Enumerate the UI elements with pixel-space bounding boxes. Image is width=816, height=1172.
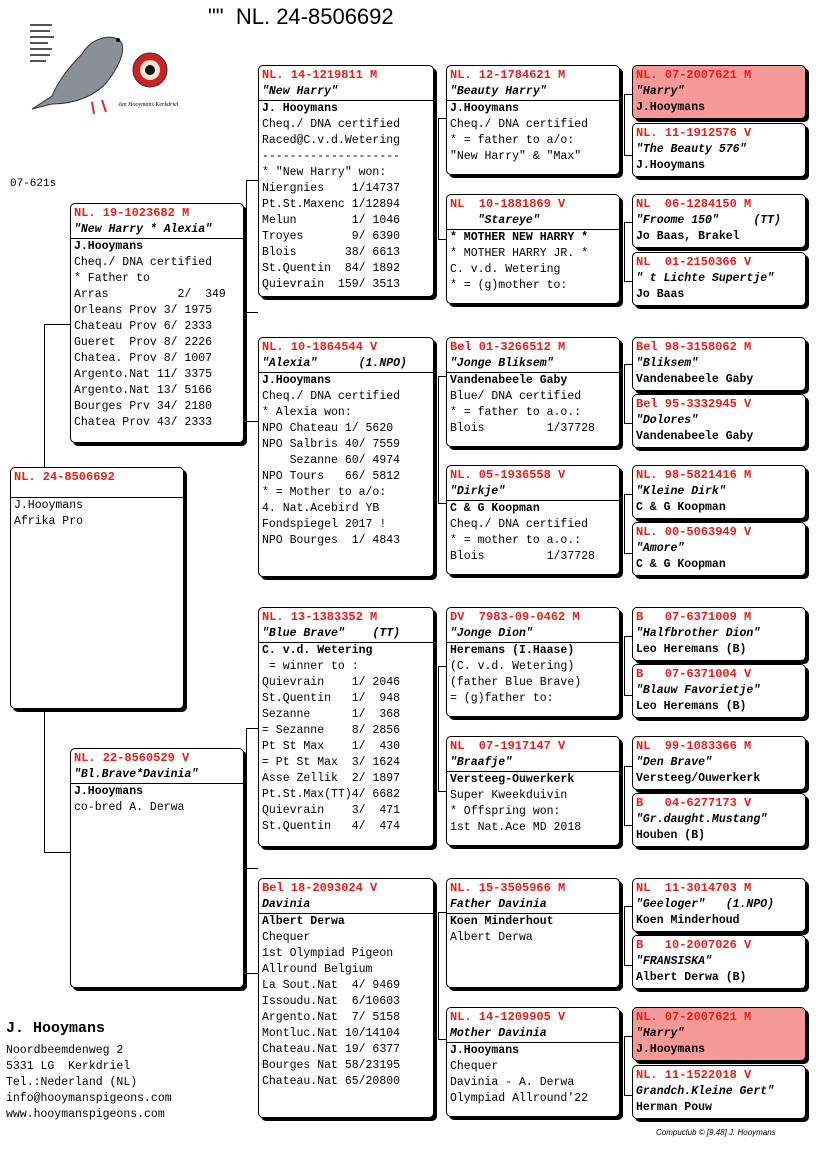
great-grandparent-card[interactable]: Bel 01-3266512 M "Jonge Bliksem" Vandenabeele Gaby Blue/ DNA certified * = father to a.o.: Blois 1/37728 — [446, 337, 620, 447]
breeder-phone: Tel.:Nederland (NL) — [6, 1076, 138, 1089]
pigeon-logo — [22, 14, 179, 126]
great-grandparent-card[interactable]: NL 10-1881869 V "Stareye" * MOTHER NEW HARRY * * MOTHER HARRY JR. * C. v.d. Wetering * = (g)mother to: — [446, 194, 620, 304]
gggp-card[interactable]: NL. 98-5821416 M "Kleine Dirk" C & G Koopman — [632, 465, 806, 519]
gggp-card[interactable]: NL. 11-1522018 V Grandch.Kleine Gert" Herman Pouw — [632, 1065, 806, 1119]
dam-ring: NL. 22-8560529 V — [74, 751, 190, 765]
footer-credit: Compuclub © [9.48] J. Hooymans — [656, 1128, 776, 1137]
pigeon-icon — [32, 37, 123, 109]
grandparent-card[interactable]: NL. 13-1383352 M "Blue Brave" (TT) C. v.d. Wetering = winner to : Quievrain 1/ 2046 St.Quentin 1/ 948 Sezanne 1/ 368 = Sezanne 8/ 2856 Pt St Max 1/ 430 = Pt St Max 3/ 1624 Asse Zellik 2/ 1897 Pt.St.Max(TT)4/ 6682 Quievrain 3/ 471 St.Quentin 4/ 474 — [258, 607, 434, 847]
breeder-website[interactable]: www.hooymanspigeons.com — [6, 1108, 165, 1121]
grandparent-card[interactable]: NL. 10-1864544 V "Alexia" (1.NPO) J.Hooymans Cheq./ DNA certified * Alexia won: NPO Chateau 1/ 5620 NPO Salbris 40/ 7559 Sezanne 60/ 4974 NPO Tours 66/ 5812 * = Mother to a/o: 4. Nat.Acebird YB Fondspiegel 2017 ! NPO Bourges 1/ 4843 — [258, 337, 434, 577]
gggp-card[interactable]: Bel 95-3332945 V "Dolores" Vandenabeele Gaby — [632, 394, 806, 448]
gggp-card[interactable]: NL 01-2150366 V " t Lichte Supertje" Jo Baas — [632, 252, 806, 306]
gggp-card[interactable]: NL. 07-2007621 M "Harry" J.Hooymans — [632, 1007, 806, 1061]
gggp-card[interactable]: NL 06-1284150 M "Froome 150" (TT) Jo Baas, Brakel — [632, 194, 806, 248]
gggp-card[interactable]: B 10-2007026 V "FRANSISKA" Albert Derwa (B) — [632, 935, 806, 989]
breeder-address: Noordbeemdenweg 2 — [6, 1044, 124, 1057]
great-grandparent-card[interactable]: NL. 15-3505966 M Father Davinia Koen Minderhout Albert Derwa — [446, 878, 620, 988]
great-grandparent-card[interactable]: NL. 14-1209905 V Mother Davinia J.Hooymans Chequer Davinia - A. Derwa Olympiad Allround'22 — [446, 1007, 620, 1117]
sire-name: "New Harry * Alexia" — [71, 221, 243, 239]
grandparent-card[interactable]: Bel 18-2093024 V Davinia Albert Derwa Chequer 1st Olympiad Pigeon Allround Belgium La Sout.Nat 4/ 9469 Issoudu.Nat 6/10603 Argento.Nat 7/ 5158 Montluc.Nat 10/14104 Chateau.Nat 19/ 6377 Bourges Nat 58/23195 Chateau.Nat 65/20800 — [258, 878, 434, 1118]
gggp-card[interactable]: NL. 07-2007621 M "Harry" J.Hooymans — [632, 65, 806, 119]
great-grandparent-card[interactable]: NL. 12-1784621 M "Beauty Harry" J.Hooymans Cheq./ DNA certified * = father to a/o: "New Harry" & "Max" — [446, 65, 620, 175]
dam-name: "Bl.Brave*Davinia" — [71, 766, 243, 784]
logo-text-lines — [30, 24, 54, 62]
sire-card[interactable] — [70, 203, 244, 443]
gggp-card[interactable]: NL 99-1083366 M "Den Brave" Versteeg/Ouwerkerk — [632, 736, 806, 790]
subject-details: J.Hooymans Afrika Pro — [14, 499, 84, 528]
breeder-email[interactable]: info@hooymanspigeons.com — [6, 1092, 172, 1105]
logo-caption: Jan Hooymans Kerkdriel — [118, 102, 179, 108]
gggp-card[interactable]: Bel 98-3158062 M "Bliksem" Vandenabeele Gaby — [632, 337, 806, 391]
sire-details: J.Hooymans Cheq./ DNA certified * Father to Arras 2/ 349 Orleans Prov 3/ 1975 Chateau Prov 6/ 2333 Gueret Prov 8/ 2226 Chatea. Prov 8/ 1007 Argento.Nat 11/ 3375 Argento.Nat 13/ 5166 Bourges Prv 34/ 2180 Chatea Prov 43/ 2333 — [74, 240, 226, 429]
subject-ring: NL. 24-8506692 — [14, 470, 115, 484]
breeder-city: 5331 LG Kerkdriel — [6, 1060, 131, 1073]
pedigree-code: 07-621s — [10, 178, 57, 190]
dam-card[interactable] — [70, 748, 244, 988]
sire-ring: NL. 19-1023682 M — [74, 206, 190, 220]
breeder-name: J. Hooymans — [6, 1020, 106, 1037]
gggp-card[interactable]: B 04-6277173 V "Gr.daught.Mustang" Houben (B) — [632, 793, 806, 847]
dam-details: J.Hooymans co-bred A. Derwa — [74, 785, 185, 814]
gggp-card[interactable]: NL. 11-1912576 V "The Beauty 576" J.Hooymans — [632, 123, 806, 177]
great-grandparent-card[interactable]: NL 07-1917147 V "Braafje" Versteeg-Ouwerkerk Super Kweekduivin * Offspring won: 1st Nat.Ace MD 2018 — [446, 736, 620, 846]
great-grandparent-card[interactable]: NL. 05-1936558 V "Dirkje" C & G Koopman Cheq./ DNA certified * = mother to a.o.: Blois 1/37728 — [446, 465, 620, 575]
gggp-card[interactable]: NL 11-3014703 M "Geeloger" (1.NPO) Koen Minderhoud — [632, 878, 806, 932]
subject-card[interactable] — [10, 467, 184, 709]
grandparent-card[interactable]: NL. 14-1219811 M "New Harry" J. Hooymans Cheq./ DNA certified Raced@C.v.d.Wetering -------------------- * "New Harry" won: Niergnies 1/14737 Pt.St.Maxenc 1/12894 Melun 1/ 1046 Troyes 9/ 6390 Blois 38/ 6613 St.Quentin 84/ 1892 Quievrain 159/ 3513 — [258, 65, 434, 297]
pedigree-title: "" NL. 24-8506692 — [208, 4, 394, 29]
gggp-card[interactable]: NL. 00-5063949 V "Amore" C & G Koopman — [632, 522, 806, 576]
great-grandparent-card[interactable]: DV 7983-09-0462 M "Jonge Dion" Heremans (I.Haase) (C. v.d. Wetering) (father Blue Brave) = (g)father to: — [446, 607, 620, 717]
gggp-card[interactable]: B 07-6371009 M "Halfbrother Dion" Leo Heremans (B) — [632, 607, 806, 661]
gggp-card[interactable]: B 07-6371004 V "Blauw Favorietje" Leo Heremans (B) — [632, 664, 806, 718]
breeder-info — [6, 1020, 172, 1123]
